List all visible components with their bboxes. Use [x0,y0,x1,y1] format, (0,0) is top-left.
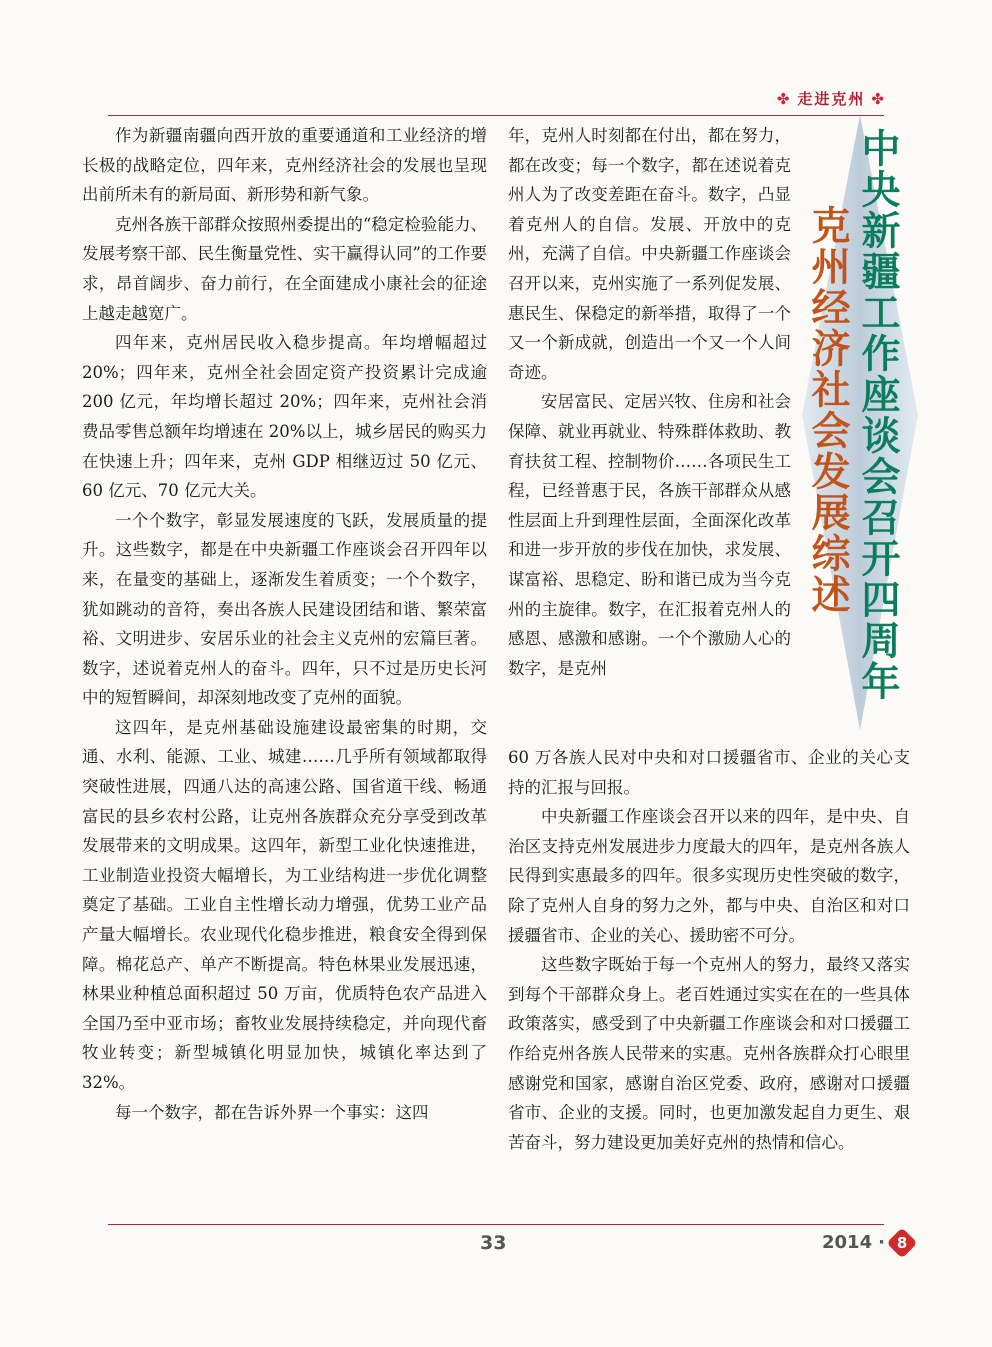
issue-info: 2014 · 8 [822,1232,913,1254]
paragraph: 克州各族干部群众按照州委提出的“稳定检验能力、发展考察干部、民生衡量党性、实干赢得认同”的工作要求，昂首阔步、奋力前行，在全面建成小康社会的征途上越走越宽广。 [82,214,487,323]
right-column-top [508,121,791,683]
left-column [82,121,487,1127]
main-title: 中央新疆工作座谈会召开四周年 [855,128,900,702]
issue-badge [886,1227,917,1258]
paragraph: 中央新疆工作座谈会召开以来的四年，是中央、自治区支持克州发展进步力度最大的四年，是克州各族人民得到实惠最多的四年。很多实现历史性突破的数字，除了克州人自身的努力之外，都与中央、自治区和对口援疆省市、企业的关心、援助密不可分。 [508,807,910,945]
paragraph: 安居富民、定居兴牧、住房和社会保障、就业再就业、特殊群体救助、教育扶贫工程、控制物价……各项民生工程，已经普惠于民，各族干部群众从感性层面上升到理性层面，全面深化改革和进一步开放的步伐在加快，求发展、谋富裕、思稳定、盼和谐已成为当今克州的主旋律。数字，在汇报着克州人的感恩、感激和感谢。一个个激励人心的数字，是克州 [508,392,791,678]
paragraph: 这四年，是克州基础设施建设最密集的时期，交通、水利、能源、工业、城建……几乎所有领域都取得突破性进展，四通八达的高速公路、国省道干线、畅通富民的县乡农村公路，让克州各族群众充分享受到改革发展带来的文明成果。这四年，新型工业化快速推进，工业制造业投资大幅增长，为工业结构进一步优化调整奠定了基础。工业自主性增长动力增强，优势工业产品产量大幅增长。农业现代化稳步推进，粮食安全得到保障。棉花总产、单产不断提高。特色林果业发展迅速，林果业种植总面积超过 50 万亩，优质特色农产品进入全国乃至中亚市场；畜牧业发展持续稳定，并向现代畜牧业转变；新型城镇化明显加快，城镇化率达到了 32%。 [82,717,487,1092]
page-number: 33 [480,1232,507,1254]
cross-ornament-icon: ✤ [776,90,792,108]
issue-number: 8 [896,1234,908,1252]
paragraph: 60 万各族人民对中央和对口援疆省市、企业的关心支持的汇报与回报。 [508,748,910,797]
paragraph: 年，克州人时刻都在付出，都在努力，都在改变；每一个数字，都在述说着克州人为了改变差距在奋斗。数字，凸显着克州人的自信。发展、开放中的克州，充满了自信。中央新疆工作座谈会召开以来，克州实施了一系列促发展、惠民生、保稳定的新举措，取得了一个又一个新成就，创造出一个又一个人间奇迹。 [508,126,791,382]
paragraph: 这些数字既始于每一个克州人的努力，最终又落实到每个干部群众身上。老百姓通过实实在在的一些具体政策落实，感受到了中央新疆工作座谈会和对口援疆工作给克州各族人民带来的实惠。克州各族群众打心眼里感谢党和国家，感谢自治区党委、政府，感谢对口援疆省市、企业的支援。同时，也更加激发起自力更生、艰苦奋斗，努力建设更加美好克州的热情和信心。 [508,955,910,1152]
section-label: 走进克州 [797,90,866,108]
bottom-rule [108,1224,884,1225]
paragraph: 作为新疆南疆向西开放的重要通道和工业经济的增长极的战略定位，四年来，克州经济社会的发展也呈现出前所未有的新局面、新形势和新气象。 [82,126,487,205]
sub-title: 克州经济社会发展综述 [805,205,850,615]
cross-ornament-icon: ✤ [871,90,886,108]
section-tag [771,88,892,109]
issue-year: 2014 [822,1232,873,1253]
paragraph: 四年来，克州居民收入稳步提高。年均增幅超过 20%；四年来，克州全社会固定资产投资累计完成逾 200 亿元，年均增长超过 20%；四年来，克州社会消费品零售总额年均增速在 20%以上，城乡居民的购买力在快速上升；四年来，克州 GDP 相继迈过 50 亿元、60 亿元、70 亿元大关。 [82,333,487,501]
paragraph: 每一个数字，都在告诉外界一个事实：这四 [115,1102,429,1122]
top-rule [108,115,884,116]
right-column-bottom [508,743,910,1157]
paragraph: 一个个数字，彰显发展速度的飞跃，发展质量的提升。这些数字，都是在中央新疆工作座谈会召开四年以来，在量变的基础上，逐渐发生着质变；一个个数字，犹如跳动的音符，奏出各族人民建设团结和谐、繁荣富裕、文明进步、安居乐业的社会主义克州的宏篇巨著。数字，述说着克州人的奋斗。四年，只不过是历史长河中的短暂瞬间，却深刻地改变了克州的面貌。 [82,510,487,708]
